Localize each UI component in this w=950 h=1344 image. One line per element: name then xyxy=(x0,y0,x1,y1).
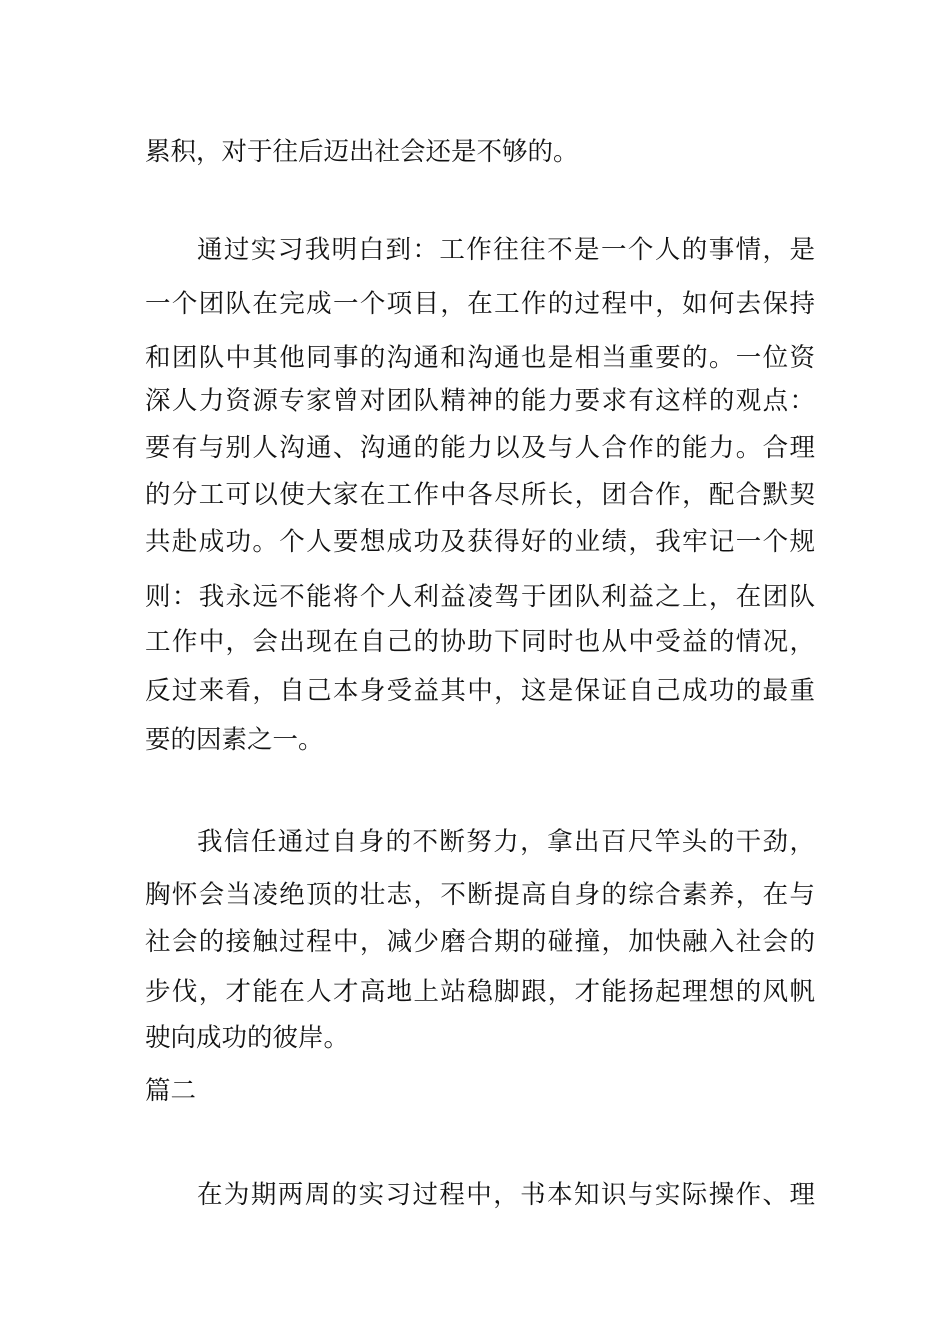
text-line: 驶向成功的彼岸。 xyxy=(145,1023,350,1053)
text-line: 要的因素之一。 xyxy=(145,725,324,755)
text-line: 胸怀会当凌绝顶的壮志，不断提高自身的综合素养，在与 xyxy=(145,880,815,910)
text-line: 共赴成功。个人要想成功及获得好的业绩，我牢记一个规 xyxy=(145,527,815,557)
text-line: 和团队中其他同事的沟通和沟通也是相当重要的。一位资 xyxy=(145,343,815,373)
text-line: 反过来看，自己本身受益其中，这是保证自己成功的最重 xyxy=(145,676,815,706)
text-line: 则：我永远不能将个人利益凌驾于团队利益之上，在团队 xyxy=(145,582,815,612)
text-line: 的分工可以使大家在工作中各尽所长，团合作，配合默契 xyxy=(145,480,815,510)
section-heading: 篇二 xyxy=(145,1076,197,1106)
paragraph-first-line: 通过实习我明白到：工作往往不是一个人的事情，是 xyxy=(197,235,815,265)
paragraph-first-line: 我信任通过自身的不断努力，拿出百尺竿头的干劲， xyxy=(197,827,815,857)
paragraph-first-line: 在为期两周的实习过程中，书本知识与实际操作、理 xyxy=(197,1180,815,1210)
text-line: 社会的接触过程中，减少磨合期的碰撞，加快融入社会的 xyxy=(145,927,815,957)
text-line: 工作中，会出现在自己的协助下同时也从中受益的情况， xyxy=(145,627,815,657)
text-line: 要有与别人沟通、沟通的能力以及与人合作的能力。合理 xyxy=(145,433,815,463)
text-line: 深人力资源专家曾对团队精神的能力要求有这样的观点： xyxy=(145,386,815,416)
text-line: 步伐，才能在人才高地上站稳脚跟，才能扬起理想的风帆 xyxy=(145,977,815,1007)
text-line: 一个团队在完成一个项目，在工作的过程中，如何去保持 xyxy=(145,289,815,319)
text-line: 累积，对于往后迈出社会还是不够的。 xyxy=(145,137,579,167)
